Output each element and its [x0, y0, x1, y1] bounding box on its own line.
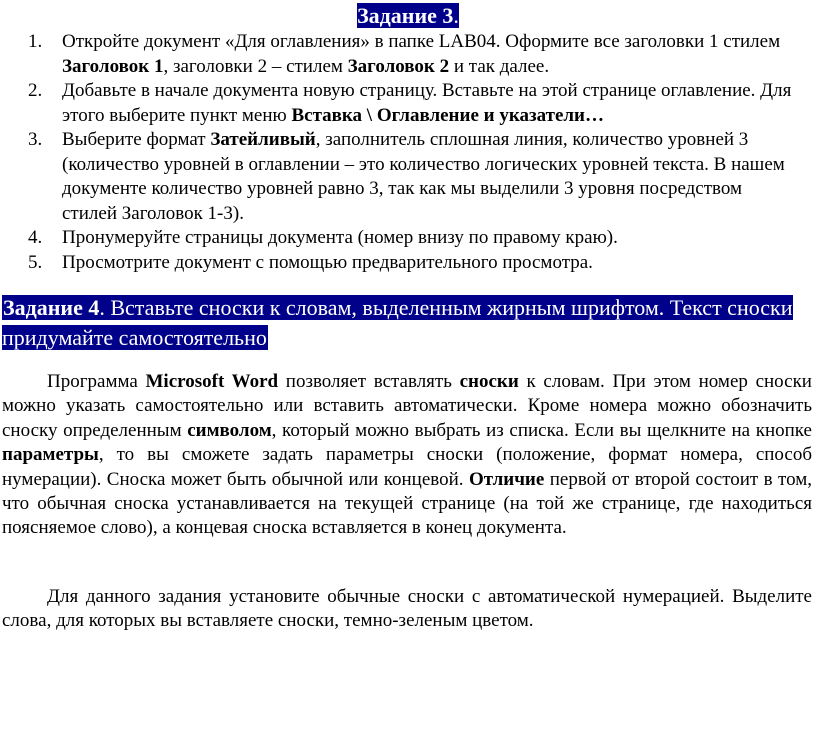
step-text: , заполнитель сплошная линия, количество уровней 3 (количество уровней в оглавлении – это количество логических уровней текста. В нашем документе количество уровней равно 3, так как мы выделили 3 уровня посредством стилей Заголовок 1-3).: [62, 129, 785, 224]
task3-title-dot: .: [453, 3, 459, 28]
list-number: 3.: [28, 129, 43, 150]
task3-heading: [0, 4, 816, 28]
task3-steps-list: [0, 30, 800, 275]
list-item: [0, 128, 800, 226]
task4-title: Задание 4: [3, 295, 100, 320]
task3-title: Задание 3: [357, 3, 454, 28]
para-text: , то вы сможете задать параметры сноски (положение, формат номера, способ нумерации). Сноска может быть обычной или концевой.: [2, 444, 812, 490]
list-item: [0, 79, 800, 128]
step-text: Выберите формат: [62, 129, 211, 150]
step-text: , заголовки 2 – стилем: [163, 55, 348, 77]
para-bold: Microsoft Word: [145, 371, 279, 392]
task4-heading: [2, 293, 808, 353]
para-bold: символом: [187, 419, 272, 441]
paragraph-footnotes: [2, 370, 812, 541]
para-text: к словам. При этом номер сноски можно указать самостоятельно или вставить автоматически. Кроме номера можно обозначить сноску определенным: [2, 371, 812, 441]
step-text: Откройте документ «Для оглавления» в папке LAB04. Оформите все заголовки 1 стилем: [62, 31, 781, 52]
step-bold: Вставка \ Оглавление и указатели…: [291, 104, 604, 126]
paragraph-instructions: Для данного задания установите обычные сноски с автоматической нумерацией. Выделите слова, для которых вы вставляете сноски, темно-зеленым цветом.: [2, 586, 812, 632]
list-item: [0, 226, 800, 251]
para-text: , который можно выбрать из списка. Если вы щелкните на кнопке: [271, 419, 812, 441]
para-text: позволяет вставлять: [278, 371, 460, 392]
list-item: [0, 251, 800, 276]
list-number: 1.: [28, 31, 43, 52]
para-bold: параметры: [2, 444, 99, 466]
step-text: Добавьте в начале документа новую страницу. Вставьте на этой странице оглавление. Для этого выберите пункт меню: [62, 80, 792, 126]
para-bold: Отличие: [468, 468, 545, 490]
step-bold: Заголовок 1: [62, 55, 164, 77]
list-number: 5.: [28, 251, 43, 273]
step-text: и так далее.: [449, 55, 550, 77]
task4-text: . Вставьте сноски к словам, выделенным жирным шрифтом. Текст сноски придумайте самостоятельно: [2, 295, 793, 350]
para-bold: сноски: [459, 371, 519, 392]
step-bold: Заголовок 2: [347, 55, 450, 77]
step-bold: Затейливый: [210, 129, 316, 150]
para-text: Программа: [47, 371, 146, 392]
list-number: 2.: [28, 80, 43, 101]
step-text: Просмотрите документ с помощью предварительного просмотра.: [62, 251, 593, 273]
para-text: первой от второй состоит в том, что обычная сноска устанавливается на текущей странице (на той же странице, где находиться поясняемое слово), а концевая сноска вставляется в конец документа.: [2, 468, 812, 539]
list-number: 4.: [28, 227, 43, 248]
step-text: Пронумеруйте страницы документа (номер внизу по правому краю).: [62, 227, 618, 248]
list-item: [0, 30, 800, 79]
